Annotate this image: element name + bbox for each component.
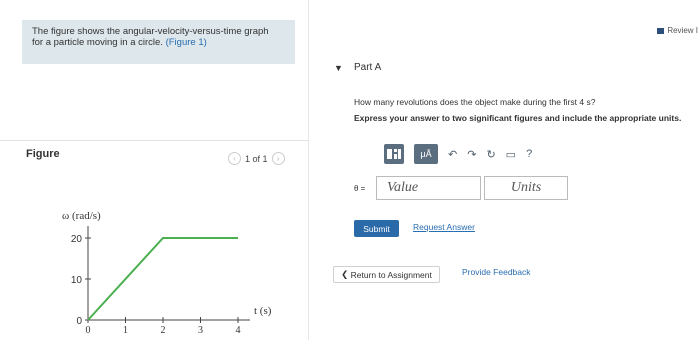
chevron-right-icon[interactable]: › — [272, 152, 285, 165]
series-line — [88, 238, 238, 320]
chevron-left-icon[interactable]: ‹ — [228, 152, 241, 165]
figure-link[interactable]: (Figure 1) — [165, 37, 207, 48]
x-tick-label: 4 — [235, 325, 241, 336]
problem-line-2-text: for a particle moving in a circle. — [32, 37, 163, 48]
reset-icon[interactable]: ↻ — [486, 148, 496, 161]
review-link[interactable] — [657, 26, 698, 35]
keyboard-icon[interactable]: ▭ — [505, 148, 517, 161]
x-axis-label: t (s) — [254, 305, 272, 317]
instruction-text: Express your answer to two significant figures and include the appropriate units. — [354, 113, 682, 123]
review-icon — [657, 28, 664, 34]
part-title: Part A — [354, 62, 382, 73]
question-text: How many revolutions does the object make during the first 4 s? — [354, 97, 596, 107]
templates-icon[interactable] — [384, 144, 404, 164]
review-label: Review I — [667, 26, 698, 35]
angular-velocity-graph — [0, 0, 308, 340]
undo-icon[interactable]: ↶ — [448, 148, 458, 161]
x-tick-label: 1 — [123, 325, 128, 336]
y-axis-label: ω (rad/s) — [62, 210, 101, 222]
pager-text: 1 of 1 — [245, 153, 268, 164]
help-icon[interactable]: ? — [526, 148, 533, 160]
figure-title: Figure — [26, 148, 60, 160]
problem-line-1: The figure shows the angular-velocity-versus-time graph — [32, 26, 269, 37]
answer-toolbar — [384, 144, 532, 164]
micro-angstrom-icon[interactable]: μÅ — [414, 144, 438, 164]
submit-button[interactable]: Submit — [354, 220, 399, 237]
return-to-assignment-button[interactable] — [333, 266, 440, 283]
collapse-triangle-icon[interactable]: ▼ — [334, 63, 343, 73]
provide-feedback-link[interactable]: Provide Feedback — [462, 267, 531, 277]
return-label: Return to Assignment — [350, 269, 432, 280]
y-tick-label: 20 — [70, 234, 82, 245]
x-tick-label: 3 — [198, 325, 203, 336]
request-answer-link[interactable]: Request Answer — [413, 222, 475, 232]
value-input[interactable]: Value — [376, 176, 481, 200]
panel-divider — [308, 0, 309, 340]
x-tick-label: 2 — [160, 325, 166, 336]
y-tick-label: 10 — [70, 275, 82, 286]
answer-row — [354, 176, 568, 200]
units-input[interactable]: Units — [484, 176, 568, 200]
redo-icon[interactable]: ↷ — [467, 148, 477, 161]
y-tick-label: 0 — [76, 316, 82, 327]
theta-label: θ = — [354, 183, 366, 193]
chevron-left-icon: ❮ — [341, 269, 351, 279]
x-tick-label: 0 — [85, 325, 91, 336]
